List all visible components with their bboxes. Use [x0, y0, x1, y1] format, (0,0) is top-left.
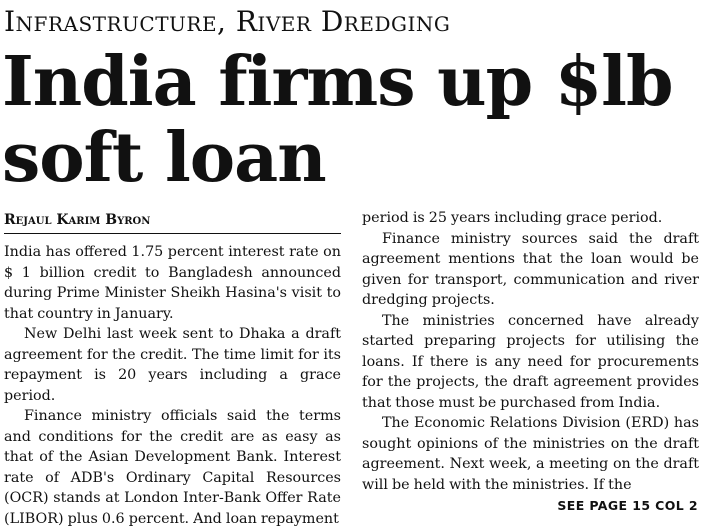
paragraph: The ministries concerned have already started preparing projects for utilising the loans. If there is any need for procurements for the projects, the draft agreement provides that those must be purchased from India.	[362, 312, 699, 411]
continuation-jump-line: SEE PAGE 15 COL 2	[557, 498, 698, 513]
byline: Rejaul Karim Byron	[4, 212, 151, 228]
paragraph: Finance ministry sources said the draft agreement mentions that the loan would be given for transport, communication and river dredging projects.	[362, 230, 699, 308]
right-column	[362, 208, 699, 495]
byline-rule	[4, 233, 341, 234]
left-column	[4, 242, 341, 529]
paragraph: India has offered 1.75 percent interest rate on $ 1 billion credit to Bangladesh announced during Prime Minister Sheikh Hasina's visit to that country in January.	[4, 244, 341, 322]
headline: India firms up $lb soft loan	[2, 42, 673, 198]
paragraph: period is 25 years including grace period.	[362, 210, 663, 226]
paragraph: The Economic Relations Division (ERD) has sought opinions of the ministries on the draft agreement. Next week, a meeting on the draft will be held with the ministries. If the	[362, 415, 699, 493]
section-kicker: Infrastructure, River Dredging	[4, 5, 451, 38]
paragraph: Finance ministry officials said the terms and conditions for the credit are as easy as that of the Asian Development Bank. Interest rate of ADB's Ordinary Capital Resources (OCR) stands at London Inter-Bank Offer Rate (LIBOR) plus 0.6 percent. And loan repayment	[4, 408, 341, 527]
paragraph: New Delhi last week sent to Dhaka a draft agreement for the credit. The time limit for its repayment is 20 years including a grace period.	[4, 326, 341, 404]
